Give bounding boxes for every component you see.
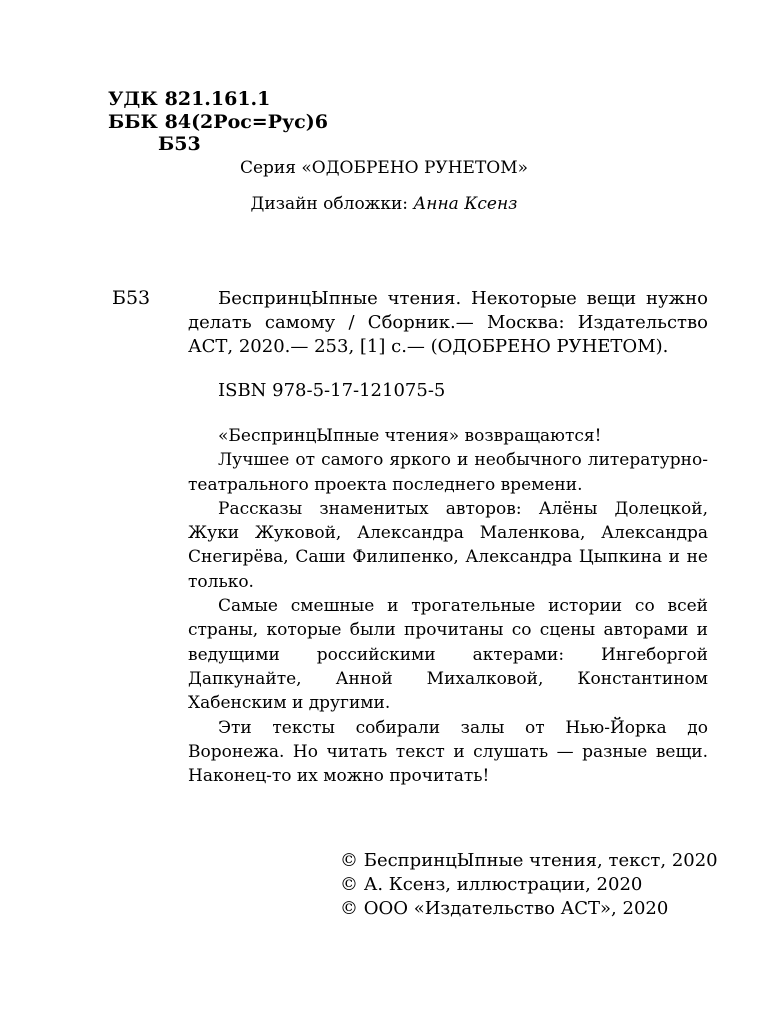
annotation-paragraph: Рассказы знаменитых авторов: Алёны Долецкой, Жуки Жуковой, Александра Маленкова, Александра Снегирёва, Саши Филипенко, Александра Цыпкина и не только. [188, 498, 708, 592]
series-line: Серия «ОДОБРЕНО РУНЕТОМ» [239, 158, 529, 178]
cover-design-line [0, 194, 768, 214]
annotation-paragraph: Лучшее от самого яркого и необычного литературно-театрального проекта последнего времени. [188, 450, 708, 495]
cover-design-name: Анна Ксенз [413, 194, 518, 214]
udk-value: 821.161.1 [164, 88, 271, 110]
udk-line [108, 88, 270, 110]
bbk-label: ББК [108, 111, 158, 133]
annotation-paragraph: Эти тексты собирали залы от Нью-Йорка до Воронежа. Но читать текст и слушать — разные вещи. Наконец-то их можно прочитать! [188, 717, 708, 787]
author-mark: Б53 [158, 133, 201, 155]
bibliographic-text: БеспринцЫпные чтения. Некоторые вещи нужно делать самому / Сборник.— Москва: Издательство АСТ, 2020.— 253, [1] с.— (ОДОБРЕНО РУНЕТОМ). [188, 288, 708, 357]
copyright-block [340, 849, 718, 921]
copyright-line: © А. Ксенз, иллюстрации, 2020 [340, 874, 643, 895]
bbk-line [108, 111, 328, 133]
copyright-line: © БеспринцЫпные чтения, текст, 2020 [340, 850, 718, 871]
bibliographic-record [188, 287, 708, 359]
main-classification-code: Б53 [112, 287, 151, 309]
copyright-line: © ООО «Издательство АСТ», 2020 [340, 898, 669, 919]
cover-design-label: Дизайн обложки: [250, 194, 408, 214]
isbn: ISBN 978-5-17-121075-5 [218, 380, 446, 401]
bbk-value: 84(2Рос=Рус)6 [164, 111, 328, 133]
annotation-paragraph: «БеспринцЫпные чтения» возвращаются! [218, 426, 602, 446]
annotation-paragraph: Самые смешные и трогательные истории со всей страны, которые были прочитаны со сцены авторами и ведущими российскими актерами: Ингеборгой Дапкунайте, Анной Михалковой, Константином Хабенским и другими. [188, 596, 708, 714]
udk-label: УДК [108, 88, 158, 110]
annotation [188, 424, 708, 788]
